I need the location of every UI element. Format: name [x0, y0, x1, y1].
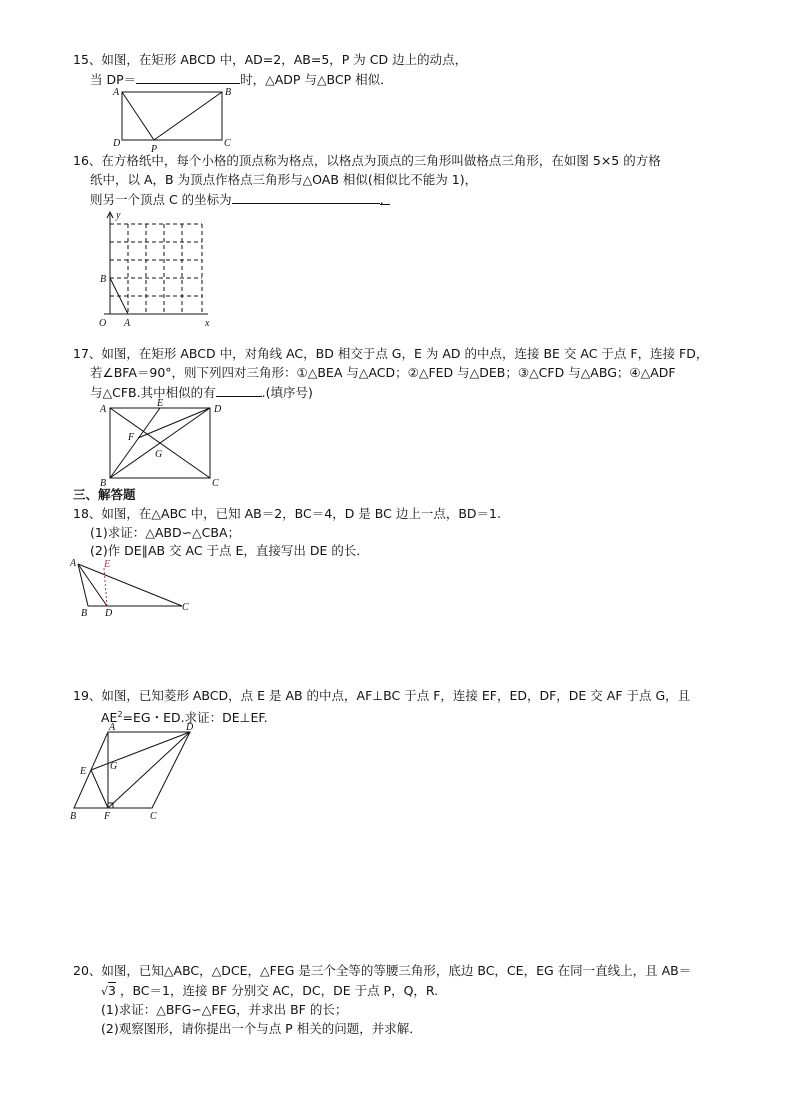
- q17-label-A: A: [100, 404, 107, 415]
- q19-label-C: C: [150, 811, 157, 822]
- q17-line-BE: [110, 408, 163, 478]
- q15-line-AP: [122, 92, 154, 140]
- q19-line1: 19、如图，已知菱形 ABCD，点 E 是 AB 的中点，AF⊥BC 于点 F，连接 EF，ED，DF，DE 交 AF 于点 G，且: [73, 688, 691, 703]
- q17-label-G: G: [155, 449, 163, 460]
- q18-side-AB: [78, 564, 88, 606]
- q19-line2-a: AE: [101, 710, 118, 726]
- q18-label-E: E: [104, 559, 111, 570]
- q16-label-A: A: [124, 318, 131, 329]
- q15-label-D: D: [113, 138, 121, 149]
- q18-label-A: A: [70, 558, 77, 569]
- q15-label-P: P: [151, 144, 158, 155]
- q15-line2-post: 时，△ADP 与△BCP 相似．: [240, 72, 393, 87]
- q15-line1: 15、如图，在矩形 ABCD 中，AD=2，AB=5，P 为 CD 边上的动点，: [73, 52, 468, 67]
- q19-line-EF: [91, 770, 108, 808]
- q16-line2: 纸中，以 A，B 为顶点作格点三角形与△OAB 相似(相似比不能为 1)，: [90, 172, 478, 187]
- q20-line2-rest: ，BC＝1，连接 BF 分别交 AC，DC，DE 于点 P，Q，R.: [119, 983, 439, 998]
- q19-label-B: B: [70, 811, 77, 822]
- q18-part1: (1)求证：△ABD∽△CBA；: [90, 525, 241, 540]
- q17-answer-blank[interactable]: [216, 384, 262, 397]
- q16-label-y: y: [116, 210, 121, 221]
- q19-line2-b: =EG・ED.求证：DE⊥EF.: [122, 710, 268, 726]
- q20-sqrt: √3: [101, 983, 116, 998]
- q16-figure: [96, 208, 221, 333]
- q16-line3-pre: 则另一个顶点 C 的坐标为: [90, 192, 232, 207]
- q15-label-B: B: [225, 87, 232, 98]
- q20-line1: 20、如图，已知△ABC，△DCE，△FEG 是三个全等的等腰三角形，底边 BC，CE，EG 在同一直线上，且 AB＝: [73, 963, 692, 978]
- q15-line2-pre: 当 DP＝: [90, 72, 137, 87]
- q19-figure: [66, 722, 201, 822]
- q17-label-E: E: [157, 398, 164, 409]
- q18-label-B: B: [81, 608, 88, 619]
- q17-line2: 若∠BFA＝90°，则下列四对三角形：①△BEA 与△ACD；②△FED 与△DEB；③△CFD 与△ABG；④△ADF: [90, 365, 676, 380]
- q19-label-E: E: [80, 766, 87, 777]
- q18-figure: [70, 558, 195, 620]
- q17-label-D: D: [214, 404, 222, 415]
- q15-rectangle: [122, 92, 222, 140]
- q17-label-B: B: [100, 478, 107, 489]
- q17-figure: [98, 398, 228, 490]
- q19-label-A: A: [109, 722, 116, 733]
- q19-line-DF: [108, 732, 190, 808]
- q15-line-BP: [154, 92, 222, 140]
- q16-line3-post: .: [380, 192, 390, 205]
- q19-label-F: F: [104, 811, 111, 822]
- q18-line1: 18、如图，在△ABC 中，已知 AB＝2，BC＝4，D 是 BC 边上一点，BD＝1.: [73, 506, 501, 521]
- q18-side-AC: [78, 564, 182, 606]
- q16-line3: [90, 191, 390, 208]
- q20-sqrt-value: 3: [108, 983, 116, 998]
- q17-label-C: C: [212, 478, 219, 489]
- q16-label-B: B: [100, 274, 107, 285]
- q16-answer-blank[interactable]: [232, 191, 380, 204]
- q16-label-x: x: [205, 318, 210, 329]
- q15-answer-blank[interactable]: [136, 71, 240, 84]
- q20-part1: (1)求证：△BFG∽△FEG，并求出 BF 的长；: [101, 1002, 348, 1017]
- q17-label-F: F: [128, 432, 135, 443]
- q19-label-G: G: [110, 761, 118, 772]
- q16-line1: 16、在方格纸中，每个小格的顶点称为格点，以格点为顶点的三角形叫做格点三角形，在如图 5×5 的方格: [73, 153, 661, 168]
- q15-label-C: C: [224, 138, 231, 149]
- q19-label-D: D: [186, 722, 194, 733]
- q20-line2: [101, 983, 438, 1000]
- q17-line1: 17、如图，在矩形 ABCD 中，对角线 AC，BD 相交于点 G，E 为 AD 的中点，连接 BE 交 AC 于点 F，连接 FD，: [73, 346, 709, 361]
- q16-grid: [110, 224, 202, 314]
- q19-line2-sup: 2: [117, 710, 123, 719]
- q18-label-D: D: [105, 608, 113, 619]
- q16-label-O: O: [99, 318, 107, 329]
- q18-dashed-DE: [104, 568, 107, 606]
- q17-line3-pre: 与△CFB.其中相似的有: [90, 385, 216, 400]
- section-heading: 三、解答题: [73, 487, 136, 502]
- q15-figure: [110, 86, 235, 156]
- q17-line3-post: .(填序号): [261, 385, 313, 400]
- q20-part2: (2)观察图形，请你提出一个与点 P 相关的问题，并求解．: [101, 1021, 422, 1036]
- q18-label-C: C: [182, 602, 189, 613]
- q18-part2: (2)作 DE∥AB 交 AC 于点 E，直接写出 DE 的长．: [90, 543, 369, 558]
- q15-label-A: A: [113, 87, 120, 98]
